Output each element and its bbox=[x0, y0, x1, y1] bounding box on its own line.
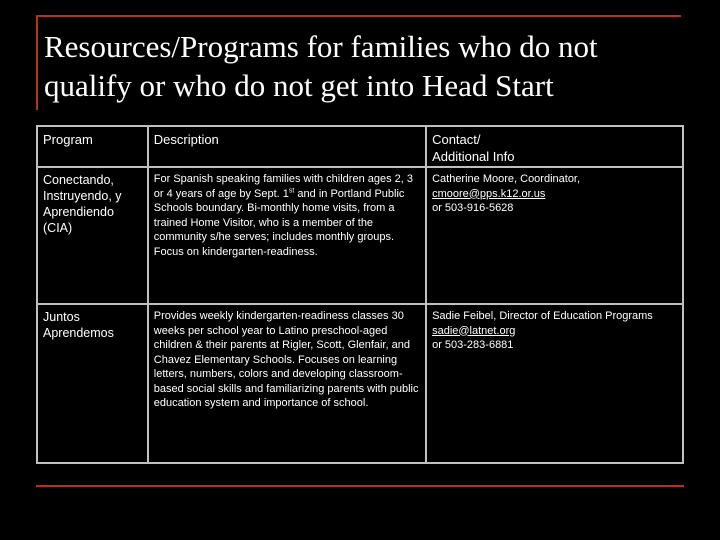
program-name: Conectando, Instruyendo, y Aprendiendo (CIA) bbox=[37, 167, 148, 304]
left-accent-rule bbox=[36, 15, 38, 110]
header-program: Program bbox=[37, 126, 148, 167]
contact-phone: or 503-916-5628 bbox=[432, 202, 514, 214]
description-text-cont: and in Portland Public Schools boundary. Bi-monthly home visits, from a trained Home Visitor, who is a member of the community s/he serves; includes monthly groups. Focus on kindergarten-readiness. bbox=[153, 187, 405, 258]
ordinal-suffix: st bbox=[288, 186, 295, 194]
program-description: Provides weekly kindergarten-readiness classes 30 weeks per school year to Latino preschool-aged children & their parents at Rigler, Scott, Glenfair, and Chavez Elementary Schools. Focuses on learning letters, numbers, colors and developing classroom-based social skills and familiarizing parents with public education system and importance of school. bbox=[148, 304, 426, 463]
description-text: For Spanish speaking families with children ages 2, 3 or 4 years of age by Sept. 1 bbox=[153, 173, 414, 200]
program-contact bbox=[426, 304, 683, 463]
contact-email-link[interactable]: sadie@latnet.org bbox=[432, 324, 516, 337]
table-header-row bbox=[37, 126, 683, 167]
programs-table bbox=[36, 125, 684, 464]
header-contact-line1: Contact/ bbox=[432, 132, 481, 147]
contact-name: Sadie Feibel, Director of Education Programs bbox=[432, 310, 653, 322]
contact-email-link[interactable]: cmoore@pps.k12.or.us bbox=[432, 187, 546, 200]
title-line-2: qualify or who do not get into Head Start bbox=[44, 68, 554, 103]
title-line-1: Resources/Programs for families who do not bbox=[44, 29, 598, 64]
slide-title bbox=[44, 27, 684, 105]
table-row bbox=[37, 304, 683, 463]
bottom-accent-rule bbox=[36, 485, 684, 487]
program-name: Juntos Aprendemos bbox=[37, 304, 148, 463]
program-contact bbox=[426, 167, 683, 304]
header-contact-line2: Additional Info bbox=[432, 149, 515, 164]
header-description: Description bbox=[148, 126, 426, 167]
program-description bbox=[148, 167, 426, 304]
top-accent-rule bbox=[36, 15, 681, 17]
header-contact bbox=[426, 126, 683, 167]
table-row bbox=[37, 167, 683, 304]
contact-name: Catherine Moore, Coordinator, bbox=[432, 173, 581, 185]
contact-phone: or 503-283-6881 bbox=[432, 339, 514, 351]
